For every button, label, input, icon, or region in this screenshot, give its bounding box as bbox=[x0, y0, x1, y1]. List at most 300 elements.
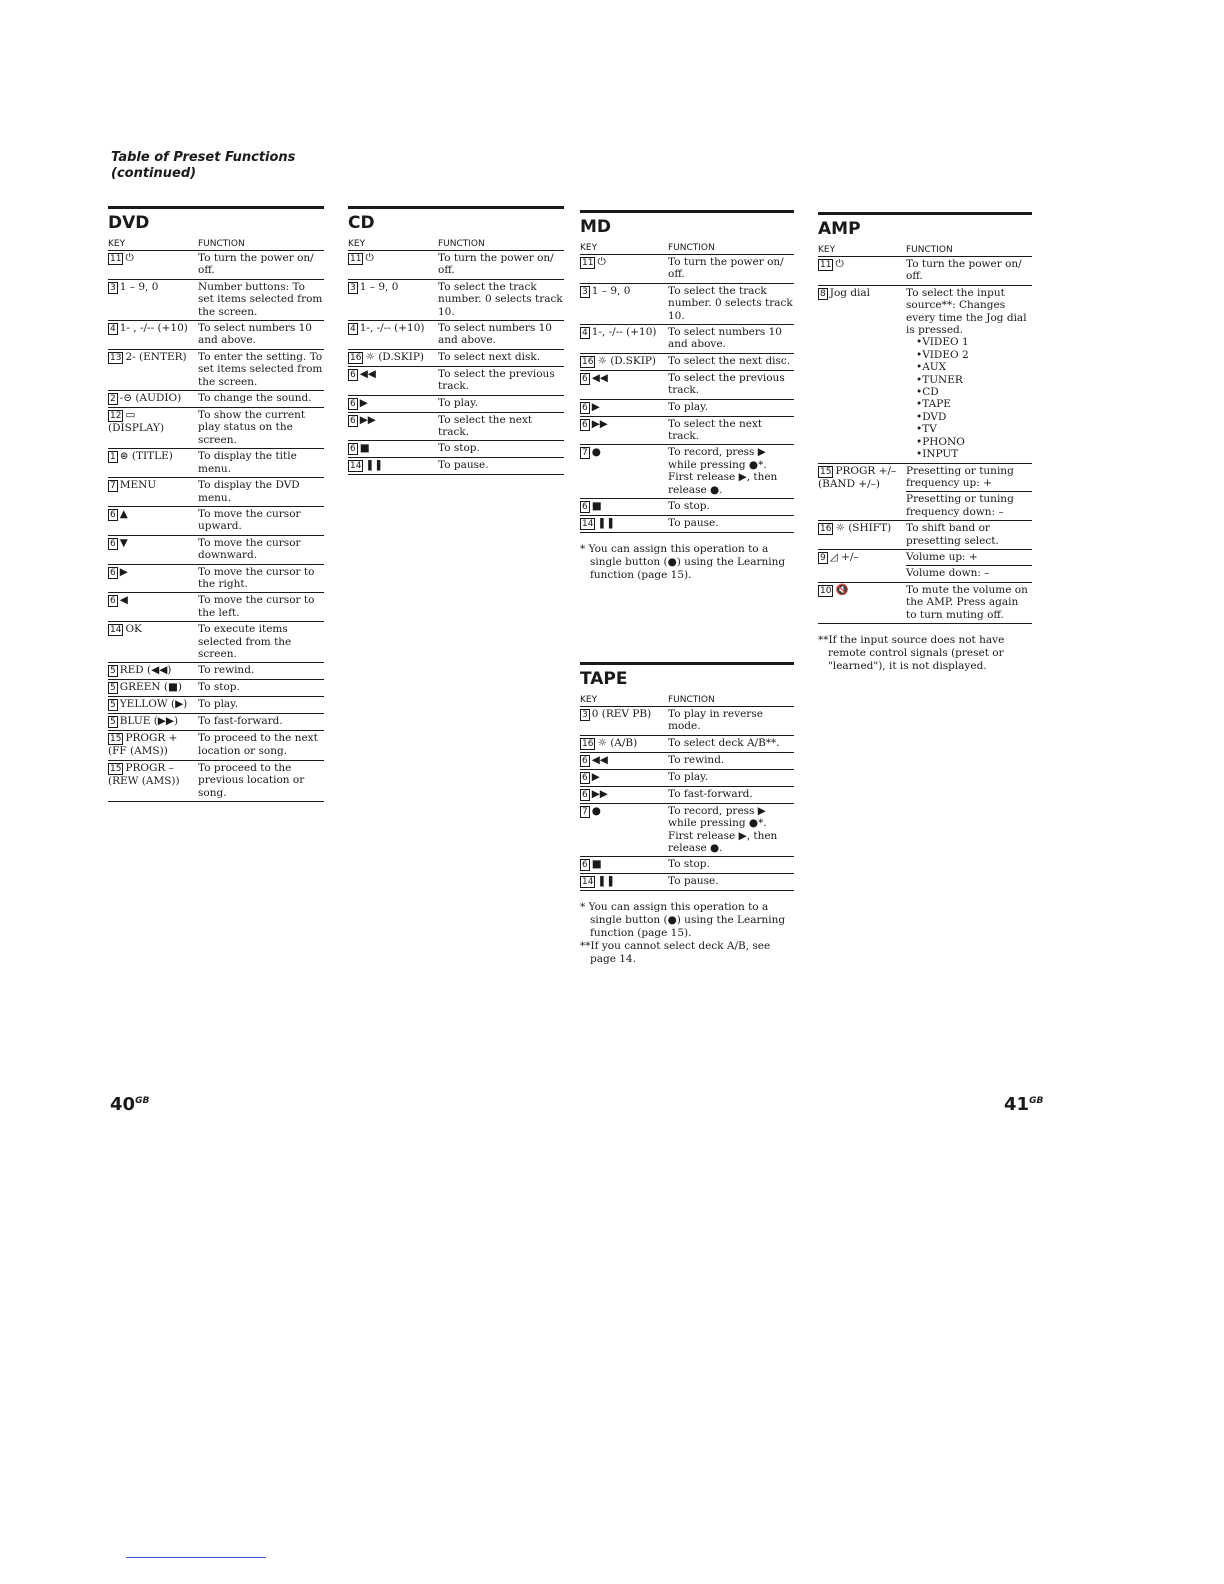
function-cell: Number buttons: To set items selected from the screen. bbox=[198, 279, 324, 320]
function-cell: To move the cursor to the right. bbox=[198, 564, 324, 593]
function-cell: To fast-forward. bbox=[668, 786, 794, 803]
key-number: 6 bbox=[582, 373, 588, 384]
function-cell: To stop. bbox=[668, 857, 794, 874]
key-number: 7 bbox=[110, 481, 116, 492]
table-row bbox=[108, 321, 324, 350]
key-cell bbox=[818, 582, 906, 623]
key-number: 2 bbox=[110, 394, 116, 405]
key-cell bbox=[580, 786, 668, 803]
table-row bbox=[108, 449, 324, 478]
table-row bbox=[108, 697, 324, 714]
amp-table bbox=[818, 245, 1032, 624]
table-row bbox=[108, 714, 324, 731]
key-label: 1 – 9, 0 bbox=[119, 280, 159, 293]
table-row bbox=[580, 353, 794, 370]
input-source-list bbox=[906, 336, 1032, 460]
function-cell: To fast-forward. bbox=[198, 714, 324, 731]
key-number: 4 bbox=[110, 324, 116, 335]
key-cell bbox=[348, 279, 438, 320]
md-footnote bbox=[580, 543, 794, 582]
key-cell bbox=[108, 535, 198, 564]
function-cell: To play. bbox=[198, 697, 324, 714]
function-text: To select the input source**: Changes every time the Jog dial is pressed. bbox=[906, 286, 1027, 337]
list-item: • DVD bbox=[916, 411, 1032, 423]
key-cell bbox=[348, 441, 438, 458]
key-label: ⊜ (TITLE) bbox=[119, 450, 173, 463]
key-label: ◀ bbox=[119, 594, 128, 607]
key-label: ▭ (DISPLAY) bbox=[108, 409, 165, 435]
table-row bbox=[580, 516, 794, 533]
cd-table bbox=[348, 239, 564, 475]
key-number: 14 bbox=[582, 877, 594, 888]
key-number: 4 bbox=[582, 328, 588, 339]
key-cell bbox=[580, 353, 668, 370]
function-cell: To pause. bbox=[668, 874, 794, 891]
key-label: -⊝ (AUDIO) bbox=[119, 392, 182, 405]
table-row bbox=[108, 349, 324, 390]
function-cell: To move the cursor upward. bbox=[198, 506, 324, 535]
key-cell bbox=[580, 325, 668, 354]
key-cell bbox=[348, 321, 438, 350]
table-row bbox=[108, 506, 324, 535]
key-label: BLUE (▶▶) bbox=[119, 715, 179, 728]
table-row bbox=[580, 735, 794, 752]
key-label: 1- , -/-- (+10) bbox=[119, 322, 188, 335]
key-cell bbox=[348, 349, 438, 366]
key-number: 5 bbox=[110, 700, 116, 711]
key-header: KEY bbox=[818, 245, 906, 257]
table-row bbox=[580, 857, 794, 874]
section-rule bbox=[580, 210, 794, 213]
list-item: • VIDEO 2 bbox=[916, 349, 1032, 361]
key-number: 1 bbox=[110, 452, 116, 463]
function-header: FUNCTION bbox=[198, 239, 324, 251]
function-header: FUNCTION bbox=[906, 245, 1032, 257]
function-cell: To select the track number. 0 selects track 10. bbox=[438, 279, 564, 320]
key-number: 4 bbox=[350, 324, 356, 335]
cd-section bbox=[348, 206, 564, 475]
function-cell: To stop. bbox=[198, 680, 324, 697]
table-row bbox=[348, 458, 564, 475]
page-title bbox=[111, 150, 295, 182]
key-number: 11 bbox=[582, 258, 594, 268]
table-row bbox=[580, 803, 794, 857]
function-cell: To pause. bbox=[438, 458, 564, 475]
cd-rows bbox=[348, 251, 564, 475]
key-number: 9 bbox=[820, 552, 826, 563]
table-row bbox=[348, 279, 564, 320]
list-item: • TUNER bbox=[916, 374, 1032, 386]
key-number: 6 bbox=[350, 415, 356, 426]
table-row bbox=[108, 680, 324, 697]
table-row bbox=[818, 521, 1032, 550]
key-header: KEY bbox=[348, 239, 438, 251]
function-cell: To turn the power on/ off. bbox=[906, 257, 1032, 286]
key-number: 6 bbox=[110, 509, 116, 520]
table-row bbox=[348, 412, 564, 441]
key-number: 5 bbox=[110, 717, 116, 728]
function-cell: To play. bbox=[668, 399, 794, 416]
table-row bbox=[580, 786, 794, 803]
key-number: 6 bbox=[582, 772, 588, 783]
table-row bbox=[108, 622, 324, 663]
section-rule bbox=[580, 662, 794, 665]
table-row bbox=[818, 285, 1032, 463]
key-number: 16 bbox=[350, 352, 362, 363]
key-header: KEY bbox=[580, 695, 668, 707]
tape-note-2: **If you cannot select deck A/B, see page 14. bbox=[580, 940, 771, 966]
key-label: 0 (REV PB) bbox=[591, 708, 652, 720]
key-number: 6 bbox=[582, 402, 588, 413]
function-cell: To turn the power on/ off. bbox=[198, 251, 324, 280]
function-cell: To stop. bbox=[438, 441, 564, 458]
key-cell bbox=[818, 285, 906, 463]
key-number: 5 bbox=[110, 666, 116, 677]
function-cell: To select numbers 10 and above. bbox=[668, 325, 794, 354]
section-rule bbox=[818, 212, 1032, 215]
list-item: • PHONO bbox=[916, 436, 1032, 448]
key-label: ■ bbox=[359, 442, 370, 455]
key-label: ▶▶ bbox=[359, 413, 376, 426]
key-label: 1-, -/-- (+10) bbox=[591, 326, 657, 339]
function-header: FUNCTION bbox=[668, 695, 794, 707]
function-cell: To select the next track. bbox=[668, 416, 794, 445]
key-cell bbox=[108, 622, 198, 663]
key-cell bbox=[580, 445, 668, 499]
tape-footnotes bbox=[580, 901, 794, 966]
table-row bbox=[108, 391, 324, 408]
function-cell: To show the current play status on the screen. bbox=[198, 408, 324, 449]
key-number: 11 bbox=[350, 254, 362, 264]
table-row bbox=[580, 399, 794, 416]
table-row bbox=[108, 593, 324, 622]
key-number: 6 bbox=[350, 398, 356, 409]
key-cell bbox=[348, 251, 438, 280]
key-label: ▲ bbox=[119, 507, 128, 520]
key-cell bbox=[108, 391, 198, 408]
tape-section bbox=[580, 662, 794, 966]
key-label: ☼ (SHIFT) bbox=[835, 522, 892, 535]
table-row bbox=[818, 257, 1032, 286]
table-row bbox=[108, 731, 324, 760]
footer-rule bbox=[126, 1557, 266, 1558]
key-number: 15 bbox=[110, 763, 122, 774]
key-cell bbox=[580, 255, 668, 284]
function-cell: To play. bbox=[438, 395, 564, 412]
md-section bbox=[580, 210, 794, 582]
dvd-section bbox=[108, 206, 324, 802]
table-row bbox=[580, 874, 794, 891]
list-item: • TAPE bbox=[916, 398, 1032, 410]
function-cell: To display the DVD menu. bbox=[198, 478, 324, 507]
key-cell bbox=[108, 697, 198, 714]
key-cell bbox=[348, 412, 438, 441]
key-cell bbox=[108, 760, 198, 801]
function-cell: To select the previous track. bbox=[438, 366, 564, 395]
key-number: 6 bbox=[350, 444, 356, 455]
function-cell: To rewind. bbox=[668, 752, 794, 769]
key-cell bbox=[818, 521, 906, 550]
key-label: ◀◀ bbox=[359, 367, 376, 380]
key-label: ❚❚ bbox=[365, 459, 384, 472]
key-number: 6 bbox=[582, 419, 588, 430]
function-cell: Volume down: – bbox=[906, 566, 1032, 582]
function-cell: To select deck A/B**. bbox=[668, 735, 794, 752]
function-cell: To play. bbox=[668, 769, 794, 786]
md-table bbox=[580, 243, 794, 533]
key-number: 16 bbox=[582, 356, 594, 367]
key-label: ▼ bbox=[119, 536, 128, 549]
key-number: 6 bbox=[110, 538, 116, 549]
table-row bbox=[818, 582, 1032, 623]
function-cell: To proceed to the previous location or song. bbox=[198, 760, 324, 801]
key-cell bbox=[580, 499, 668, 516]
key-label: ▶ bbox=[591, 400, 600, 413]
key-cell bbox=[580, 803, 668, 857]
table-row bbox=[108, 251, 324, 280]
key-cell bbox=[580, 857, 668, 874]
key-number: 3 bbox=[582, 710, 588, 720]
key-label: ● bbox=[591, 446, 601, 459]
key-cell bbox=[108, 663, 198, 680]
function-cell: To execute items selected from the screen. bbox=[198, 622, 324, 663]
key-cell bbox=[108, 449, 198, 478]
key-number: 15 bbox=[820, 466, 832, 477]
key-number: 3 bbox=[350, 282, 356, 293]
page-number: 40 bbox=[110, 1094, 136, 1115]
section-rule bbox=[108, 206, 324, 209]
function-cell: To turn the power on/ off. bbox=[438, 251, 564, 280]
key-label: 🔇 bbox=[835, 583, 849, 596]
key-cell bbox=[108, 251, 198, 280]
right-page-number bbox=[1004, 1094, 1043, 1115]
key-number: 6 bbox=[110, 596, 116, 607]
key-label: ■ bbox=[591, 858, 602, 871]
key-label: ⏻ bbox=[835, 258, 844, 270]
function-cell: To select numbers 10 and above. bbox=[198, 321, 324, 350]
table-row bbox=[580, 752, 794, 769]
key-cell bbox=[108, 731, 198, 760]
key-cell bbox=[348, 366, 438, 395]
key-number: 12 bbox=[110, 411, 122, 422]
dvd-table bbox=[108, 239, 324, 802]
key-number: 16 bbox=[582, 738, 594, 749]
function-cell: Presetting or tuning frequency down: – bbox=[906, 492, 1032, 521]
key-label: ☼ (D.SKIP) bbox=[597, 354, 657, 367]
function-cell: Presetting or tuning frequency up: + bbox=[906, 463, 1032, 492]
key-label: ◀◀ bbox=[591, 753, 608, 766]
table-row bbox=[580, 499, 794, 516]
table-row bbox=[580, 445, 794, 499]
key-cell bbox=[108, 349, 198, 390]
cd-heading: CD bbox=[348, 213, 375, 233]
table-row bbox=[580, 416, 794, 445]
function-cell: To move the cursor downward. bbox=[198, 535, 324, 564]
key-number: 15 bbox=[110, 734, 122, 745]
key-cell bbox=[818, 257, 906, 286]
function-cell: To select next disk. bbox=[438, 349, 564, 366]
table-row bbox=[108, 478, 324, 507]
table-row bbox=[108, 408, 324, 449]
table-row bbox=[348, 441, 564, 458]
page-title-line1: Table of Preset Functions bbox=[111, 150, 296, 165]
page-suffix: GB bbox=[135, 1096, 150, 1106]
md-note: * You can assign this operation to a single button (●) using the Learning function (page 15). bbox=[580, 543, 786, 582]
table-row bbox=[108, 279, 324, 320]
function-cell: To select the next disc. bbox=[668, 353, 794, 370]
function-cell: To select numbers 10 and above. bbox=[438, 321, 564, 350]
page-title-line2: (continued) bbox=[111, 166, 197, 181]
page-number: 41 bbox=[1004, 1094, 1030, 1115]
page-suffix: GB bbox=[1029, 1096, 1044, 1106]
key-number: 5 bbox=[110, 683, 116, 694]
key-cell bbox=[108, 506, 198, 535]
key-cell bbox=[818, 463, 906, 521]
key-cell bbox=[108, 680, 198, 697]
function-cell: To mute the volume on the AMP. Press again to turn muting off. bbox=[906, 582, 1032, 623]
function-cell: To enter the setting. To set items selected from the screen. bbox=[198, 349, 324, 390]
list-item: • AUX bbox=[916, 361, 1032, 373]
table-row bbox=[580, 283, 794, 324]
function-cell: To proceed to the next location or song. bbox=[198, 731, 324, 760]
table-row bbox=[348, 251, 564, 280]
key-cell bbox=[108, 321, 198, 350]
table-row bbox=[108, 760, 324, 801]
key-cell bbox=[348, 395, 438, 412]
key-number: 14 bbox=[582, 519, 594, 530]
key-number: 16 bbox=[820, 524, 832, 535]
key-label: PROGR +/– (BAND +/–) bbox=[818, 464, 897, 490]
key-label: ◀◀ bbox=[591, 371, 608, 384]
left-page-number bbox=[110, 1094, 149, 1115]
key-label: ⏻ bbox=[365, 252, 374, 264]
key-label: MENU bbox=[119, 479, 157, 492]
table-row bbox=[580, 769, 794, 786]
table-row bbox=[580, 255, 794, 284]
function-cell: To record, press ▶ while pressing ●*. First release ▶, then release ●. bbox=[668, 445, 794, 499]
key-number: 6 bbox=[582, 860, 588, 871]
key-label: ▶ bbox=[359, 396, 368, 409]
key-number: 6 bbox=[582, 502, 588, 513]
table-row bbox=[580, 370, 794, 399]
key-label: YELLOW (▶) bbox=[119, 698, 188, 711]
key-label: ▶ bbox=[591, 770, 600, 783]
function-cell: To select the previous track. bbox=[668, 370, 794, 399]
key-label: Jog dial bbox=[829, 286, 871, 299]
md-rows bbox=[580, 255, 794, 533]
key-cell bbox=[580, 516, 668, 533]
table-row bbox=[580, 707, 794, 736]
tape-rows bbox=[580, 707, 794, 891]
key-label: PROGR – (REW (AMS)) bbox=[108, 761, 180, 787]
key-number: 7 bbox=[582, 806, 588, 817]
function-cell: To move the cursor to the left. bbox=[198, 593, 324, 622]
key-label: ● bbox=[591, 804, 601, 817]
function-cell bbox=[906, 285, 1032, 463]
key-cell bbox=[580, 769, 668, 786]
function-header: FUNCTION bbox=[668, 243, 794, 255]
key-number: 14 bbox=[110, 625, 122, 636]
key-number: 6 bbox=[582, 755, 588, 766]
key-cell bbox=[580, 752, 668, 769]
amp-section bbox=[818, 212, 1032, 673]
key-cell bbox=[580, 283, 668, 324]
table-row bbox=[348, 395, 564, 412]
function-cell: To shift band or presetting select. bbox=[906, 521, 1032, 550]
table-row bbox=[818, 463, 1032, 492]
key-label: ☼ (D.SKIP) bbox=[365, 350, 425, 363]
list-item: • VIDEO 1 bbox=[916, 336, 1032, 348]
key-label: PROGR + (FF (AMS)) bbox=[108, 732, 178, 758]
table-row bbox=[580, 325, 794, 354]
key-label: RED (◀◀) bbox=[119, 664, 172, 677]
table-row bbox=[108, 564, 324, 593]
function-cell: To stop. bbox=[668, 499, 794, 516]
key-label: 1 – 9, 0 bbox=[359, 280, 399, 293]
md-heading: MD bbox=[580, 217, 612, 237]
list-item: • TV bbox=[916, 423, 1032, 435]
key-cell bbox=[108, 478, 198, 507]
key-cell bbox=[348, 458, 438, 475]
key-number: 10 bbox=[820, 585, 832, 596]
key-number: 6 bbox=[582, 789, 588, 800]
key-label: 1-, -/-- (+10) bbox=[359, 322, 425, 335]
section-rule bbox=[348, 206, 564, 209]
amp-footnote bbox=[818, 634, 1032, 673]
key-cell bbox=[580, 735, 668, 752]
key-number: 11 bbox=[110, 254, 122, 264]
key-number: 7 bbox=[582, 448, 588, 459]
key-label: ❚❚ bbox=[597, 517, 616, 530]
key-label: ⏻ bbox=[597, 256, 606, 268]
key-number: 6 bbox=[110, 567, 116, 578]
key-cell bbox=[108, 593, 198, 622]
tape-heading: TAPE bbox=[580, 669, 628, 689]
table-row bbox=[108, 663, 324, 680]
key-cell bbox=[818, 549, 906, 582]
list-item: • CD bbox=[916, 386, 1032, 398]
key-label: ▶▶ bbox=[591, 417, 608, 430]
key-cell bbox=[580, 707, 668, 736]
function-header: FUNCTION bbox=[438, 239, 564, 251]
key-cell bbox=[580, 399, 668, 416]
key-label: ❚❚ bbox=[597, 875, 616, 888]
table-row bbox=[818, 549, 1032, 565]
function-cell: To play in reverse mode. bbox=[668, 707, 794, 736]
table-row bbox=[348, 349, 564, 366]
key-label: ▶ bbox=[119, 565, 128, 578]
key-cell bbox=[580, 416, 668, 445]
function-cell: To turn the power on/ off. bbox=[668, 255, 794, 284]
key-label: ⏻ bbox=[125, 252, 134, 264]
key-label: ◿ +/– bbox=[829, 550, 859, 563]
function-cell: To select the track number. 0 selects track 10. bbox=[668, 283, 794, 324]
key-label: GREEN (■) bbox=[119, 681, 182, 694]
key-cell bbox=[108, 408, 198, 449]
key-label: 2- (ENTER) bbox=[125, 350, 187, 363]
key-cell bbox=[108, 564, 198, 593]
key-number: 8 bbox=[820, 288, 826, 299]
key-cell bbox=[108, 714, 198, 731]
amp-heading: AMP bbox=[818, 219, 861, 239]
function-cell: To display the title menu. bbox=[198, 449, 324, 478]
key-cell bbox=[580, 370, 668, 399]
amp-note: **If the input source does not have remote control signals (preset or "learned"), it is not displayed. bbox=[818, 633, 1005, 672]
function-cell: To pause. bbox=[668, 516, 794, 533]
function-cell: To record, press ▶ while pressing ●*. First release ▶, then release ●. bbox=[668, 803, 794, 857]
list-item: • INPUT bbox=[916, 448, 1032, 460]
tape-note-1: * You can assign this operation to a single button (●) using the Learning function (page 15). bbox=[580, 901, 786, 940]
